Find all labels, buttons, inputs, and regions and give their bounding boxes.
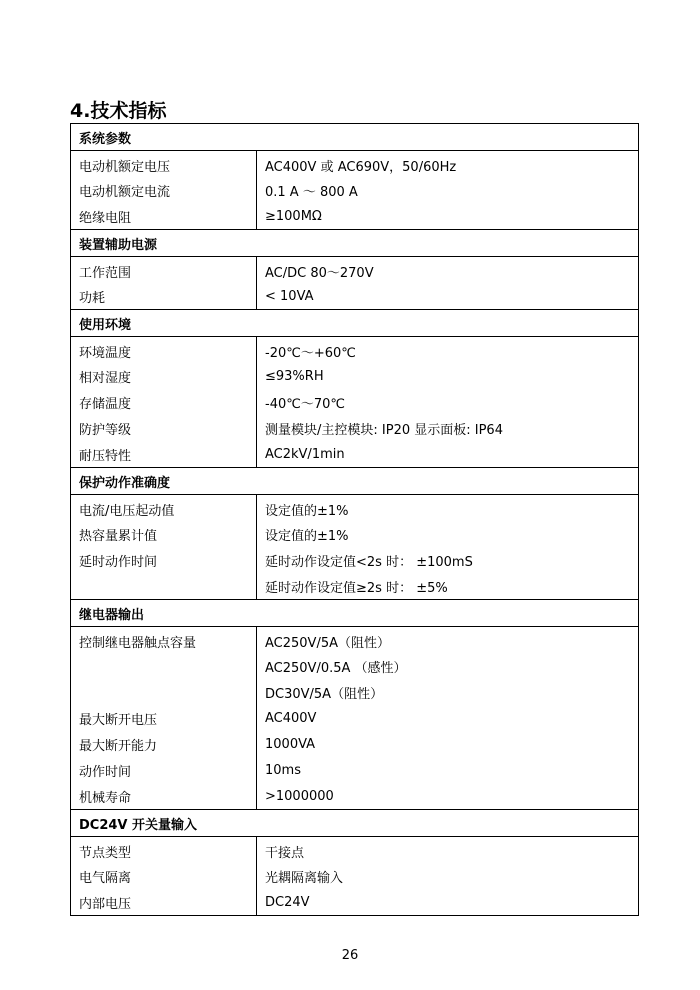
param-label: 电气隔离 <box>71 863 257 889</box>
param-value: -40℃～70℃ <box>257 389 639 415</box>
section-title: DC24V 开关量输入 <box>71 810 639 837</box>
param-value: 测量模块/主控模块: IP20 显示面板: IP64 <box>257 415 639 441</box>
section-header-row <box>71 124 639 151</box>
table-row <box>71 257 639 284</box>
param-value: 10ms <box>257 757 639 783</box>
param-value: 干接点 <box>257 837 639 864</box>
table-row <box>71 547 639 573</box>
param-value: ≤93%RH <box>257 363 639 389</box>
table-row <box>71 863 639 889</box>
param-label <box>71 653 257 679</box>
page-number: 26 <box>341 948 359 963</box>
page-heading: 4.技术指标 <box>70 100 167 122</box>
section-title: 系统参数 <box>71 124 639 151</box>
table-row <box>71 837 639 864</box>
section-header-row <box>71 310 639 337</box>
param-label: 内部电压 <box>71 889 257 916</box>
section-header-row <box>71 230 639 257</box>
table-row <box>71 177 639 203</box>
param-label <box>71 573 257 600</box>
param-value: AC250V/0.5A （感性） <box>257 653 639 679</box>
param-value: ≥100MΩ <box>257 203 639 230</box>
param-value: < 10VA <box>257 283 639 310</box>
param-label: 功耗 <box>71 283 257 310</box>
table-row <box>71 203 639 230</box>
section-title: 继电器输出 <box>71 600 639 627</box>
param-label: 热容量累计值 <box>71 521 257 547</box>
table-row <box>71 151 639 178</box>
param-value: 设定值的±1% <box>257 521 639 547</box>
param-value: AC400V <box>257 705 639 731</box>
param-value: AC/DC 80～270V <box>257 257 639 284</box>
param-label: 耐压特性 <box>71 441 257 468</box>
param-value: AC2kV/1min <box>257 441 639 468</box>
param-value: AC400V 或 AC690V，50/60Hz <box>257 151 639 178</box>
table-row <box>71 283 639 310</box>
table-row <box>71 653 639 679</box>
section-title: 使用环境 <box>71 310 639 337</box>
spec-table <box>70 123 639 916</box>
param-value: 设定值的±1% <box>257 495 639 522</box>
table-row <box>71 415 639 441</box>
param-label: 控制继电器触点容量 <box>71 627 257 654</box>
param-label: 动作时间 <box>71 757 257 783</box>
section-header-row <box>71 468 639 495</box>
param-label: 延时动作时间 <box>71 547 257 573</box>
param-value: 延时动作设定值≥2s 时： ±5% <box>257 573 639 600</box>
section-title: 装置辅助电源 <box>71 230 639 257</box>
section-title: 保护动作准确度 <box>71 468 639 495</box>
param-value: 光耦隔离输入 <box>257 863 639 889</box>
param-label: 电流/电压起动值 <box>71 495 257 522</box>
table-row <box>71 495 639 522</box>
param-label: 节点类型 <box>71 837 257 864</box>
param-value: -20℃～+60℃ <box>257 337 639 364</box>
table-row <box>71 679 639 705</box>
table-row <box>71 389 639 415</box>
param-value: 0.1 A ～ 800 A <box>257 177 639 203</box>
param-label: 电动机额定电流 <box>71 177 257 203</box>
param-value: AC250V/5A（阻性） <box>257 627 639 654</box>
table-row <box>71 705 639 731</box>
param-label: 机械寿命 <box>71 783 257 810</box>
param-value: 延时动作设定值<2s 时： ±100mS <box>257 547 639 573</box>
table-row <box>71 889 639 916</box>
param-label: 工作范围 <box>71 257 257 284</box>
table-row <box>71 627 639 654</box>
table-row <box>71 363 639 389</box>
section-header-row <box>71 600 639 627</box>
table-row <box>71 441 639 468</box>
table-row <box>71 521 639 547</box>
param-label: 最大断开能力 <box>71 731 257 757</box>
table-row <box>71 783 639 810</box>
table-row <box>71 573 639 600</box>
table-row <box>71 731 639 757</box>
param-label: 最大断开电压 <box>71 705 257 731</box>
section-header-row <box>71 810 639 837</box>
param-label: 防护等级 <box>71 415 257 441</box>
param-label: 电动机额定电压 <box>71 151 257 178</box>
param-label: 环境温度 <box>71 337 257 364</box>
param-label: 绝缘电阻 <box>71 203 257 230</box>
param-label: 相对湿度 <box>71 363 257 389</box>
param-value: 1000VA <box>257 731 639 757</box>
table-row <box>71 337 639 364</box>
table-row <box>71 757 639 783</box>
param-value: DC24V <box>257 889 639 916</box>
param-value: >1000000 <box>257 783 639 810</box>
param-label: 存储温度 <box>71 389 257 415</box>
param-value: DC30V/5A（阻性） <box>257 679 639 705</box>
param-label <box>71 679 257 705</box>
